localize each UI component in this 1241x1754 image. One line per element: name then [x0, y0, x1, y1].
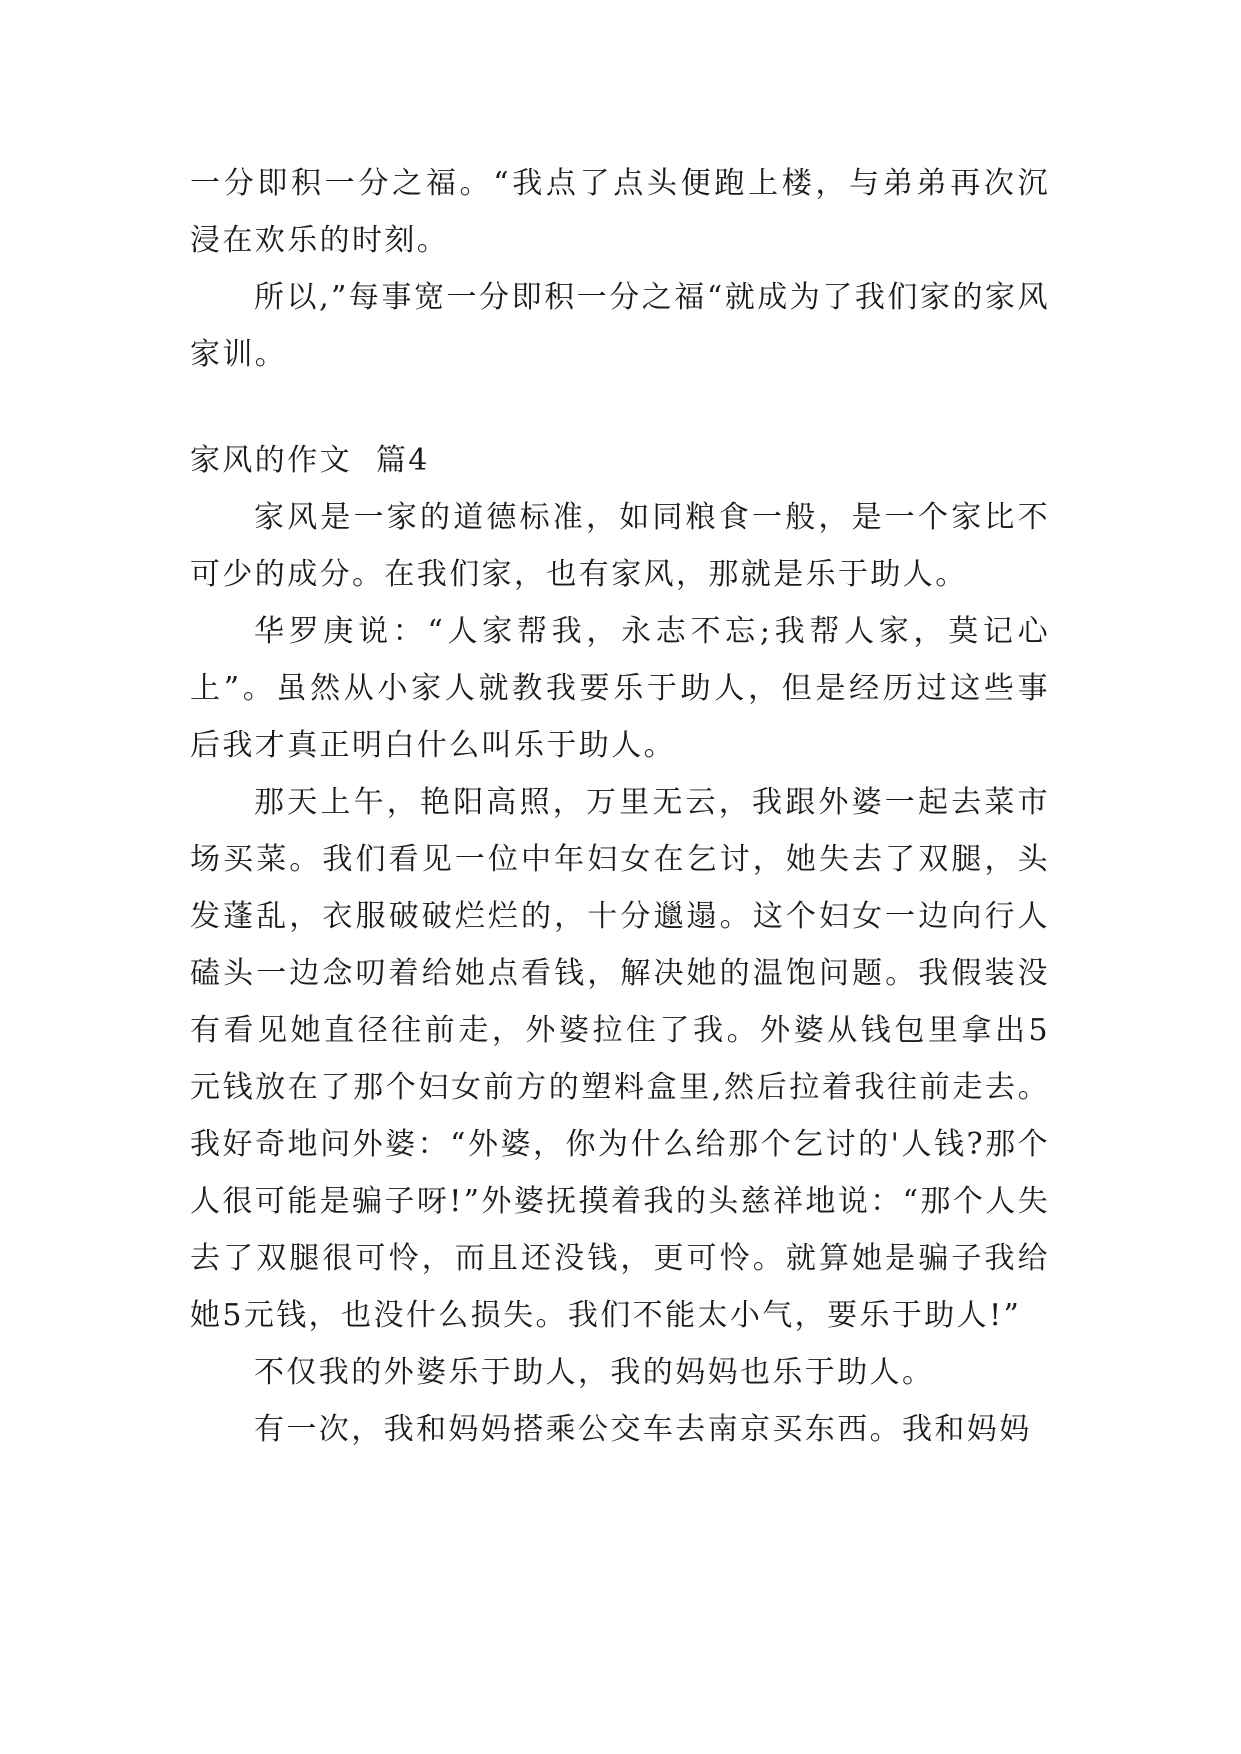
paragraph: 那天上午，艳阳高照，万里无云，我跟外婆一起去菜市场买菜。我们看见一位中年妇女在乞讨，她失去了双腿，头发蓬乱，衣服破破烂烂的，十分邋遢。这个妇女一边向行人磕头一边念叨着给她点看钱，解决她的温饱问题。我假装没有看见她直径往前走，外婆拉住了我。外婆从钱包里拿出5元钱放在了那个妇女前方的塑料盒里,然后拉着我往前走去。我好奇地问外婆：“外婆，你为什么给那个乞讨的'人钱?那个人很可能是骗子呀!”外婆抚摸着我的头慈祥地说：“那个人失去了双腿很可怜，而且还没钱，更可怜。就算她是骗子我给她5元钱，也没什么损失。我们不能太小气，要乐于助人!” [190, 785, 1050, 1333]
paragraph-conclusion: 所以,”每事宽一分即积一分之福“就成为了我们家的家风家训。 [190, 280, 1050, 372]
document-page [190, 155, 1050, 1458]
paragraph: 不仅我的外婆乐于助人，我的妈妈也乐于助人。 [254, 1355, 935, 1390]
paragraph-continuation: 一分即积一分之福。“我点了点头便跑上楼，与弟弟再次沉浸在欢乐的时刻。 [190, 166, 1050, 258]
paragraph: 有一次，我和妈妈搭乘公交车去南京买东西。我和妈妈 [254, 1412, 1032, 1447]
section-heading: 家风的作文 篇4 [190, 443, 430, 478]
paragraph: 华罗庚说：“人家帮我，永志不忘;我帮人家，莫记心上”。虽然从小家人就教我要乐于助人，但是经历过这些事后我才真正明白什么叫乐于助人。 [190, 614, 1050, 763]
paragraph: 家风是一家的道德标准，如同粮食一般，是一个家比不可少的成分。在我们家，也有家风，那就是乐于助人。 [190, 500, 1050, 592]
